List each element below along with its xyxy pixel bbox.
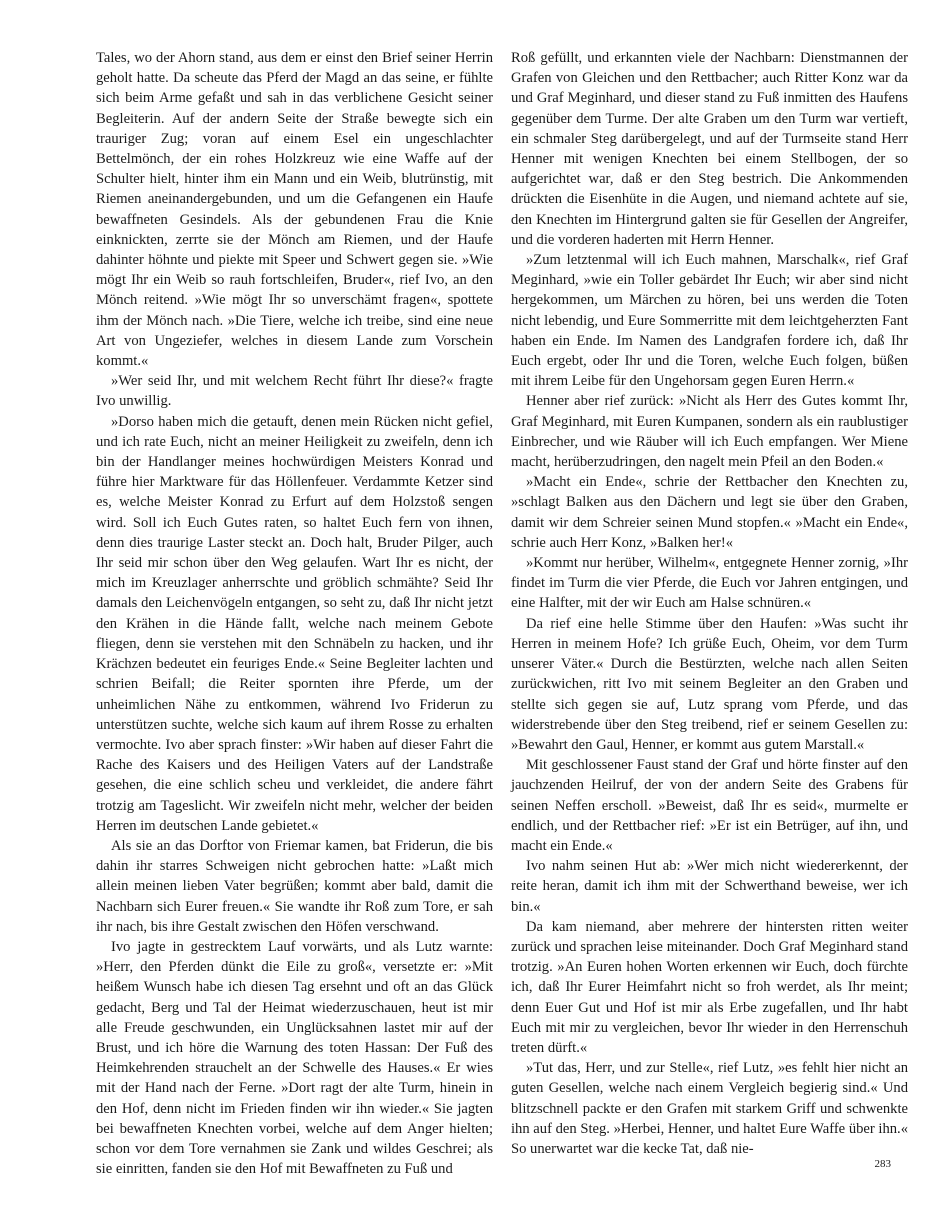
paragraph: »Kommt nur herüber, Wilhelm«, entgegnete Henner zornig, »Ihr findet im Turm die vier Pferde, die Euch vor Jahren entgingen, und eine Halfter, mit der wir Euch am Halse schnüren.«: [511, 555, 908, 612]
paragraph: Roß gefüllt, und erkannten viele der Nachbarn: Dienstmannen der Grafen von Gleichen und den Rettbacher; auch Ritter Konz war da und Graf Meginhard, und dieser stand zu Fuß inmitten des Haufens gegenüber dem Turme. Der alte Graben um den Turm war vertieft, ein schmaler Steg darübergelegt, und auf der Turmseite stand Herr Henner mit wenigen Knechten bei einem Stellbogen, der so aufgerichtet war, daß er den Steg bestrich. Die Ankommenden drückten die Eisenhüte in die Augen, und niemand achtete auf sie, den Knechten im Hintergrund galten sie für Gesellen der Angreifer, und die vorderen haderten mit Herrn Henner.: [511, 50, 908, 248]
paragraph: »Macht ein Ende«, schrie der Rettbacher den Knechten zu, »schlagt Balken aus den Dächern und legt sie über den Graben, damit wir dem Schreier seinen Mund stopfen.« »Macht ein Ende«, schrie auch Herr Konz, »Balken her!«: [511, 474, 908, 551]
paragraph: Ivo nahm seinen Hut ab: »Wer mich nicht wiedererkennt, der reite heran, damit ich ihm mit der Schwerthand beweise, wer ich bin.«: [511, 858, 908, 915]
paragraph: Henner aber rief zurück: »Nicht als Herr des Gutes kommt Ihr, Graf Meginhard, mit Euren Kumpanen, sondern als ein raublustiger Einbrecher, und wie Räuber will ich Euch empfangen. Wer Miene macht, herüberzudringen, den nagelt mein Pfeil an den Boden.«: [511, 393, 908, 471]
paragraph: Da rief eine helle Stimme über den Haufen: »Was sucht ihr Herren in meinem Hofe? Ich grüße Euch, Oheim, vor dem Turm unserer Väter.« Durch die Bestürzten, welche nach allen Seiten zurückwichen, ritt Ivo mit seinem Begleiter an den Graben und stellte sich gegen sie auf, Lutz sprang vom Pferde, und das widerstrebende über den Steg treibend, rief er seinem Gesellen zu: »Bewahrt den Gaul, Henner, er kommt aus gutem Marstall.«: [511, 615, 908, 753]
paragraph: »Wer seid Ihr, und mit welchem Recht führt Ihr diese?« fragte Ivo unwillig.: [96, 373, 493, 410]
paragraph: Mit geschlossener Faust stand der Graf und hörte finster auf den jauchzenden Heilruf, der von der andern Seite des Grabens für seinen Neffen erscholl. »Beweist, daß Ihr es seid«, murmelte er endlich, und der Rettbacher rief: »Er ist ein Betrüger, auf ihn, und macht ein Ende.«: [511, 757, 908, 854]
paragraph: »Dorso haben mich die getauft, denen mein Rücken nicht gefiel, und ich rate Euch, nicht an meiner Heiligkeit zu zweifeln, denn ich bin der Handlanger meines hochwürdigen Meisters Konrad und führe hier Marktware für das Höllenfeuer. Verdammte Ketzer sind es, welche Meister Konrad zu Erfurt auf dem Holzstoß sengen wird. Soll ich Euch Gutes raten, so haltet Euch fern von ihnen, denn dies traurige Laster steckt an. Doch halt, Bruder Pilger, auch Ihr seid mir schon über den Weg gelaufen. Wart Ihr es nicht, der mich im Kreuzlager anherrschte und gröblich schmähte? Seid Ihr damals den Leichenvögeln entgangen, so seht zu, daß Ihr nicht jetzt den Krähen in die Hände fallt, welche nach meinem Gebote fliegen, denn sie verstehen mit den Schnäbeln zu hacken, und ihr Krächzen bedeutet ein feuriges Ende.« Seine Begleiter lachten und schrien Beifall; die Reiter spornten ihre Pferde, um der unheimlichen Nähe zu entkommen, während Ivo Friderun zu unterstützen suchte, welche sich kaum auf ihrem Rosse zu erhalten vermochte. Ivo aber sprach finster: »Wir haben auf dieser Fahrt die Rache des Kaisers und des Heiligen Vaters auf der Landstraße gesehen, die eine schlich scheu und verkleidet, die andere fährt trotzig am Tageslicht. Wir zweifeln nicht mehr, welcher der beiden Herren im deutschen Lande gebietet.«: [96, 413, 493, 834]
paragraph: Ivo jagte in gestrecktem Lauf vorwärts, und als Lutz warnte: »Herr, den Pferden dünkt die Eile zu groß«, versetzte er: »Mit heißem Wunsch habe ich diesen Tag ersehnt und oft an das Glück gedacht, Berg und Tal der Heimat wiederzuschauen, heut ist mir alle Freude geschwunden, ein Unglücksahnen lastet mir auf der Brust, und ich höre die Warnung des toten Hassan: Der Fuß des Heimkehrenden strauchelt an der Schwelle des Hauses.« Er wies mit der Hand nach der Ferne. »Dort ragt der alte Turm, hinein in den Hof, denn nicht im Frieden finden wir ihn wieder.« Sie jagten bei bewaffneten Knechten vorbei, welche auf dem Anger hielten; schon vor dem Tore vernahmen sie Zank und wildes Geschrei; als sie einritten, fanden sie den Hof mit Bewaffneten zu Fuß und: [96, 938, 493, 1178]
left-column: [96, 48, 493, 1179]
paragraph: »Tut das, Herr, und zur Stelle«, rief Lutz, »es fehlt hier nicht an guten Gesellen, welche nach einem Vergleich begierig sind.« Und blitzschnell packte er den Grafen mit starkem Griff und schwenkte ihn auf den Steg. »Herbei, Henner, und haltet Eure Waffe über ihn.« So unerwartet war die kecke Tat, daß nie-: [511, 1060, 908, 1157]
paragraph: »Zum letztenmal will ich Euch mahnen, Marschalk«, rief Graf Meginhard, »wie ein Toller gebärdet Ihr Euch; wir aber sind nicht hergekommen, um Märchen zu hören, bei uns werden die Toten nicht lebendig, und Eure Sommerritte mit dem leichtgeherzten Fant haben ein Ende. Im Namen des Landgrafen fordere ich, daß Ihr Euch ergebt, oder Ihr und die Toren, welche Euch folgen, büßen mit ihrem Leibe für den Ungehorsam gegen Euren Herrn.«: [511, 252, 908, 390]
paragraph: Da kam niemand, aber mehrere der hintersten ritten weiter zurück und sprachen leise miteinander. Doch Graf Meginhard stand trotzig. »An Euren hohen Worten erkennen wir Euch, doch fürchte ich, daß Ihr Eurer Heimfahrt nicht so froh werdet, als Ihr meint; denn Euer Gut und Hof ist mir als Erbe zugefallen, und Ihr habt Euch mit mir zu vergleichen, bevor Ihr wieder in den Herrenschuh treten dürft.«: [511, 918, 908, 1056]
right-column: [511, 48, 908, 1159]
page-number: 283: [874, 1158, 891, 1170]
paragraph: Tales, wo der Ahorn stand, aus dem er einst den Brief seiner Herrin geholt hatte. Da scheute das Pferd der Magd an das seine, er fühlte sich beim Arme gefaßt und sah in das verblichene Gesicht seiner Begleiterin. Auf der andern Seite der Straße bewegte sich ein trauriger Zug; voran auf einem Esel ein ungeschlachter Bettelmönch, der ein rohes Holzkreuz wie eine Waffe auf der Schulter hielt, hinter ihm ein Mann und ein Weib, blutrünstig, mit Riemen aneinandergebunden, und um die Gefangenen ein Haufe bewaffneten Gesindels. Als der gebundenen Frau die Knie einknickten, zerrte sie der Mönch am Riemen, und der Haufe dahinter höhnte und piekte mit Speer und Schwert gegen sie. »Wie mögt Ihr ein Weib so rauh fortschleifen, Bruder«, rief Ivo, an den Mönch reitend. »Wie mögt Ihr so unverschämt fragen«, spottete ihm der Mönch nach. »Die Tiere, welche ich treibe, sind eine neue Art von Ungeziefer, welches in diesem Lande zum Vorschein kommt.«: [96, 50, 493, 370]
paragraph: Als sie an das Dorftor von Friemar kamen, bat Friderun, die bis dahin ihr starres Schweigen nicht gebrochen hatte: »Laßt mich allein meinen lieben Vater begrüßen; kommt aber bald, damit die Nachbarn sich Eurer freuen.« Sie wandte ihr Roß zum Tore, er sah ihr nach, bis ihre Gestalt zwischen den Höfen verschwand.: [96, 837, 493, 935]
